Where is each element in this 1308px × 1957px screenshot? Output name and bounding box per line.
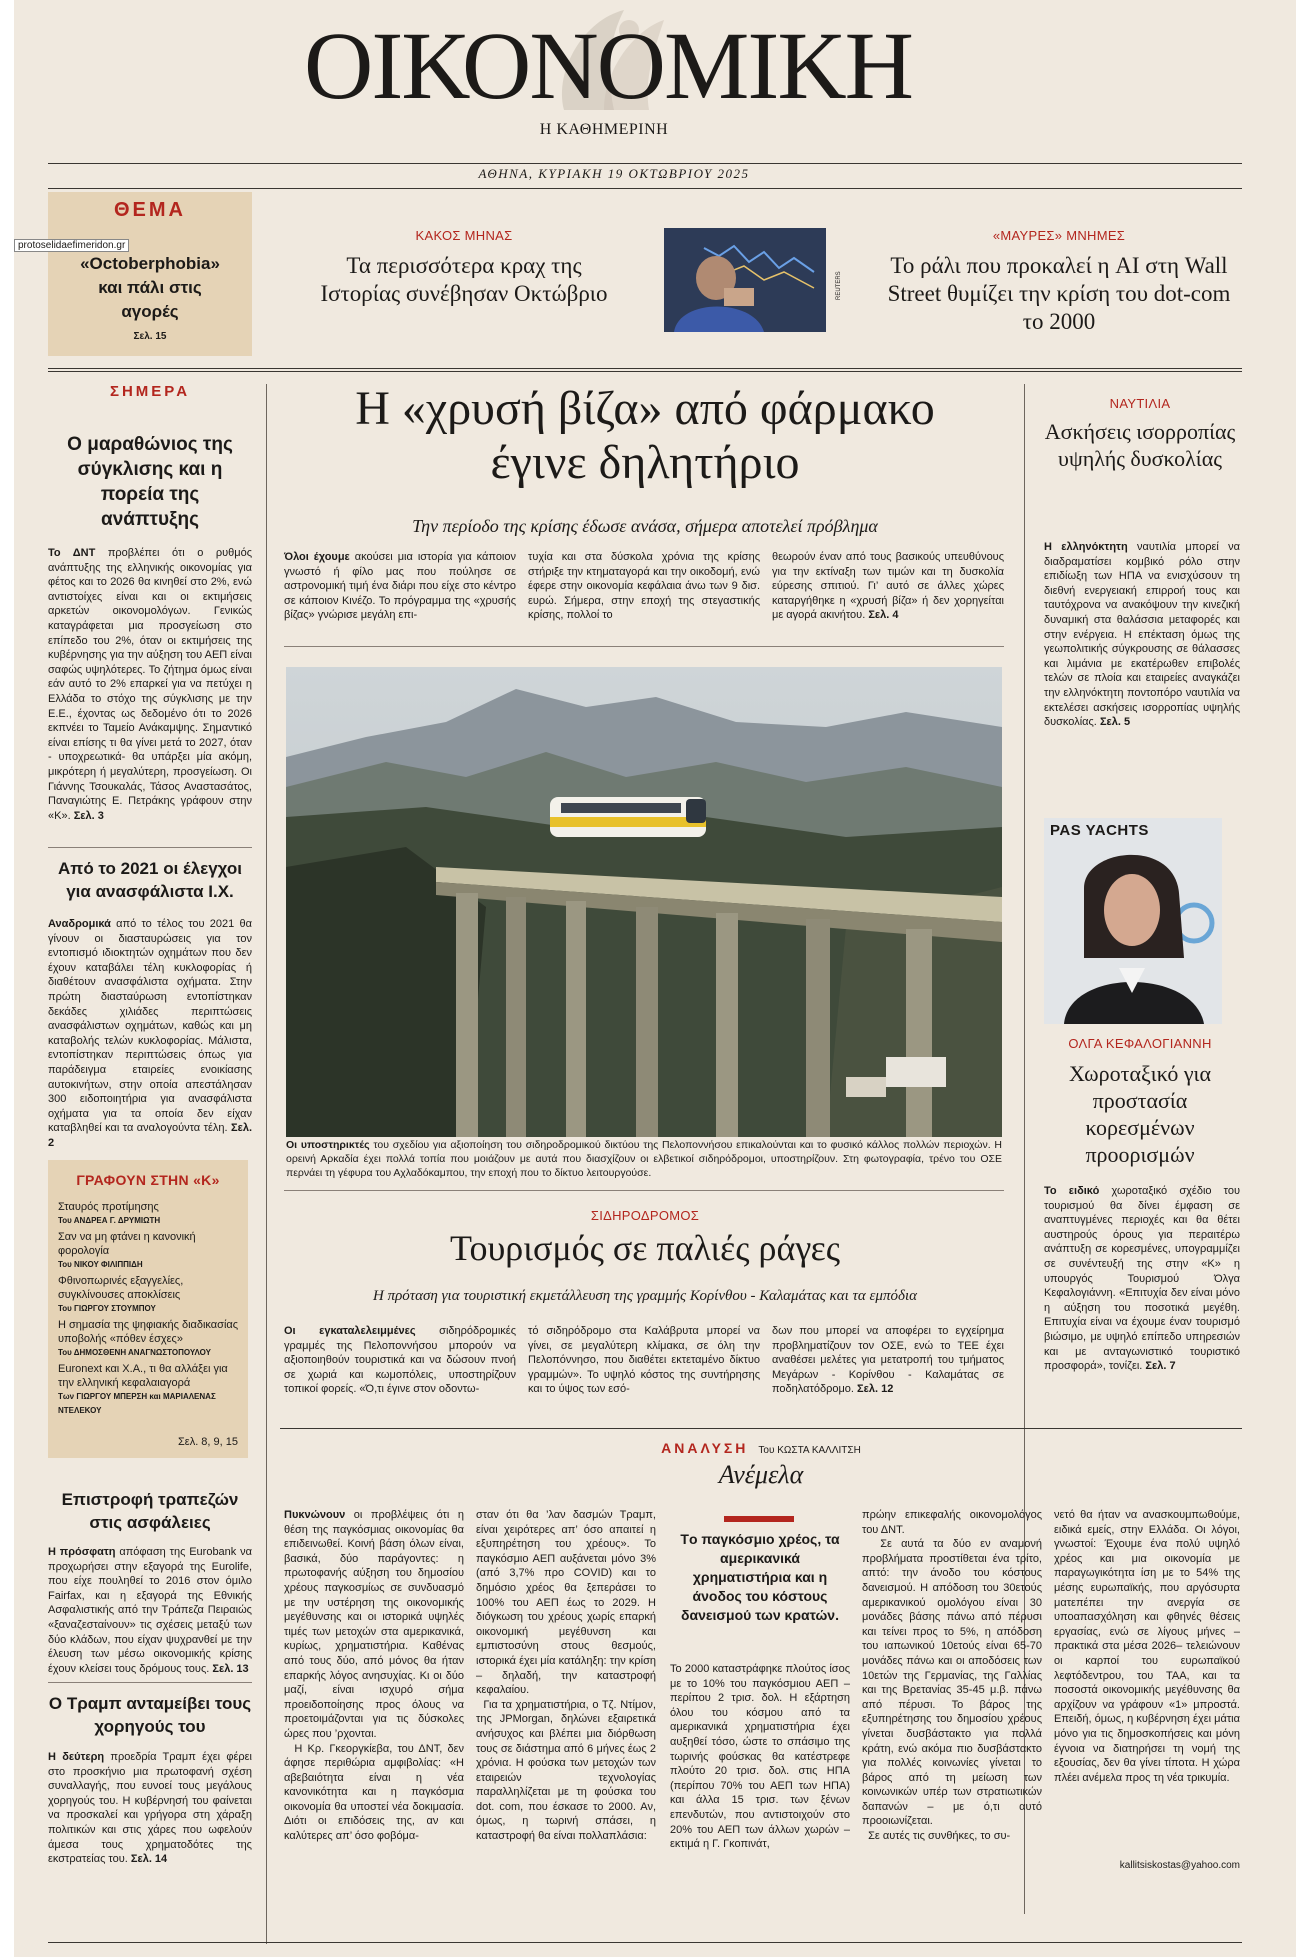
analysis-col5: νετό θα ήταν να ανασκουμπωθούμε, ειδικά εμείς, στην Ελλάδα. Οι λόγοι, γνωστοί: Έχουμε ένα πολύ υψηλό χρέος και μια οικονομία με παραγωγικότητα ίση με το 54% της μέσης ευρωπαϊκής, που αργόσυρτα ματεπέπει την ανεργία σε υποαπασχόληση και φθηνές θέσεις εργασίας, ενώ σε λίγους μήνες –πρακτικά στα μέσα 2026– τελειώνουν οι καρποί του ευρωπαϊκού λεφτόδεντρου, του ΤΑΑ, και τα ποσοστά οικονομικής μεγέθυνσης θα αρχίζουν να γράφουν «1» μπροστά. Επειδή, όμως, η κυβέρνηση έχει μάτια μόνο για τις δημοσκοπήσεις και μόνη έγνοια να διατηρήσει τη νομή της εξουσίας, δεν θα γίνει τίποτα. Η χώρα πλέει ανέμελα προς τη νέα τρικυμία. [1054, 1509, 1240, 1784]
pull-quote-rule [724, 1516, 794, 1522]
main-col3: θεωρούν έναν από τους βασικούς υπευθύνους για την εκτίναξη των τιμών και τη δυσκολία εύρεσης σπιτιού. Γι’ αυτό σε άλλες χώρες καταργήθηκε η «χρυσή βίζα» ή δεν χορηγείται με αγορά ακινήτου. Σελ. 4 [772, 551, 1004, 622]
grafoun-item[interactable]: Σταυρός προτίμησης Του ΑΝΔΡΕΑ Γ. ΔΡΥΜΙΩΤΗ [58, 1201, 161, 1225]
rail-col3: δων που μπορεί να αποφέρει το εγχείρημα προβληματίζουν τον ΟΣΕ, ενώ το ΤΕΕ έχει αναθέσει μελέτες για μετατροπή του τμήματος Μεγάρων - Κορίνθου - Καλαμάτας σε ποδηλατόδρομο. Σελ. 12 [772, 1325, 1004, 1396]
grafoun-item[interactable]: Euronext και Χ.Α., τι θα αλλάξει για την ελληνική κεφαλαιαγορά Των ΓΙΩΡΓΟΥ ΜΠΕΡΣΗ και ΜΑΡΙΑΛΕΝΑΣ ΝΤΕΛΕΚΟΥ [58, 1363, 228, 1415]
photo-banner-text: PAS YACHTS [1050, 822, 1149, 839]
left-story1-body: Το ΔΝΤ προβλέπει ότι ο ρυθμός ανάπτυξης της ελληνικής οικονομίας για φέτος και το 2026 θα κινηθεί στο 2%, ενώ αντιστοίχες είναι και οι εκτιμήσεις αρκετών οικονομολόγων. Γενικώς καταγράφεται μια προσγείωση στο επίπεδο του 2%, όταν οι εκτιμήσεις της κυβέρνησης για την αύξηση του ΑΕΠ είναι σαφώς υψηλότερες. Το ζήτημα όμως είναι εάν αυτό τo 2% επαρκεί για να πετύχει η Ελλάδα το στόχο της σύγκλισης με την Ε.Ε., έχοντας ως δεδομένο ότι το 2026 εκπνέει το Ταμείο Ανάκαμψης. Σημαντικό είναι επίσης τι θα γίνει μετά το 2027, όταν - υποχρεωτικά- θα υπάρξει μία ακόμη, μικρότερη ή μεγαλύτερη, προσγείωση. Οι Γιάννης Τσουκαλάς, Τάσος Αναστασάτος, Παναγιώτης Ε. Πετράκης γράφουν στην «Κ». Σελ. 3 [48, 547, 252, 822]
left-story4-body: Η δεύτερη προεδρία Τραμπ έχει φέρει στο προσκήνιο μια πρωτοφανή σχέση συναλλαγής, που ευνοεί τους μεγάλους χορηγούς του. Η κυβέρνησή του φαίνεται να προσκαλεί και γρήγορα στη χάραξη πολιτικών και στις χάρες που ωφελούν άμεσα τους χρηματοδότες της εκστρατείας του. Σελ. 14 [48, 1751, 252, 1866]
newspaper-front-page [14, 0, 1296, 1957]
teaser-left-headline[interactable]: Τα περισσότερα κραχ της Ιστορίας συνέβησαν Οκτώβριο [320, 253, 608, 306]
left-story3-body: Η πρόσφατη απόφαση της Eurobank να προχωρήσει στην εξαγορά της Eurolife, που είχε πουληθεί το 2016 στον όμιλο Fairfax, και η εξαγορά της Εθνικής Ασφαλιστικής από την Τράπεζα Πειραιώς «ξαναζεσταίνουν» τις σχέσεις μεταξύ των δύο κλάδων, που είχαν ψυχρανθεί με την έλευση των μέσω οικονομικής κρίσης έχουν κλείσει τους δρόμους τους. Σελ. 13 [48, 1546, 252, 1675]
main-deck: Την περίοδο της κρίσης έδωσε ανάσα, σήμερα αποτελεί πρόβλημα [412, 516, 878, 536]
masthead-subtitle: Η ΚΑΘΗΜΕΡΙΝΗ [539, 121, 669, 138]
right-story1-kicker: ΝΑΥΤΙΛΙΑ [1109, 396, 1171, 411]
grafoun-list [58, 1200, 242, 1418]
thema-label: ΘΕΜΑ [114, 199, 186, 221]
right-story1-headline[interactable]: Ασκήσεις ισορροπίας υψηλής δυσκολίας [1044, 419, 1236, 471]
analysis-col4: πρώην επικεφαλής οικονομολόγος του ΔΝΤ. Σε αυτά τα δύο εν αναμονή προβλήματα προστίθεται ένα τρίτο, απτό: την άνοδο του κόστους δανεισμού. Η απόδοση του 30ετούς αμερικανικού ομολόγου είναι 30 μονάδες βάσης πάνω από πέρυσι και τείνει προς το 5%, η απόδοση του ιαπωνικού 10ετούς είναι 65-70 μονάδες πάνω και οι αποδόσεις των 10ετών της Γερμανίας, της Γαλλίας και της Βρετανίας 35-45 μ.β. πάνω από πέρυσι. Το βάρος της εξυπηρέτησης του δημοσίου χρέους γίνεται δυσβάστακτο για πολλά κράτη, ενώ ακόμα πιο δυσβάστακτο για πολλές κοινωνίες γίνεται το βάρος από τη μείωση των κοινωνικών υπέρ των στρατιωτικών δαπανών – με ό,τι αυτό προοιωνίζεται. Σε αυτές τις συνθήκες, το συ- [862, 1509, 1042, 1843]
analysis-col2: σταν ότι θα ’λαν δασμών Τραμπ, είναι χειρότερες απ’ όσο απαιτεί η εξυπηρέτηση του χρέους». Το παγκόσμιο ΑΕΠ αυξάνεται μόνο 3% (από 3,7% προ COVID) και το δημόσιο χρέος θα ξεπεράσει το 100% του ΑΕΠ έως το 2029. Η διόγκωση του χρέους χωρίς επαρκή οικονομική μεγέθυνση και εμπιστοσύνη στους θεσμούς, ιστορικά έχει μία κατάληξη: την κρίση – δηλαδή, την καταστροφή κεφαλαίου. Για τα χρηματιστήρια, ο Τζ. Ντίμον, της JPMorgan, δηλώνει εξαιρετικά ανήσυχος και βλέπει μια διόρθωση τους σε διάστημα από 6 μήνες έως 2 χρόνια. Η φούσκα των μετοχών των εταιρειών τεχνολογίας παραλληλίζεται με τη φούσκα του dot. com, που έσκασε το 2000. Αν, όμως, η τωρινή σπάσει, η καταστροφή θα είναι πολλαπλάσια: [476, 1509, 656, 1843]
teaser-photo-trader [664, 228, 826, 332]
right-story2-body: Το ειδικό χωροταξικό σχέδιο του τουρισμού θα δίνει έμφαση σε αναπτυγμένες περιοχές και θα θέτει αυστηρούς όρους για περαιτέρω ανάπτυξη σε κορεσμένες, υπογραμμίζει σε συνέντευξή της στην «Κ» η υπουργός Τουρισμού Όλγα Κεφαλογιάννη. «Επιτυχία δεν είναι μόνο η αύξηση του ποσοτικά μεγέθη. Επιτυχία είναι να έχουμε έναν τουρισμό βιώσιμο, με υψηλό επίπεδο υπηρεσιών και με ανταγωνιστικό τουριστικό προσφορά», τονίζει. Σελ. 7 [1044, 1185, 1241, 1373]
teaser-photo-credit: REUTERS [836, 271, 842, 300]
grafoun-ref: Σελ. 8, 9, 15 [177, 1436, 238, 1448]
rail-deck: Η πρόταση για τουριστική εκμετάλλευση της γραμμής Κορίνθου - Καλαμάτας και τα εμπόδια [372, 1288, 917, 1304]
author-email[interactable]: kallitsiskostas@yahoo.com [1119, 1860, 1240, 1871]
watermark: protoselidaefimeridon.gr [14, 239, 129, 252]
left-story1-headline[interactable]: Ο μαραθώνιος της σύγκλισης και η πορεία της ανάπτυξης [67, 434, 233, 530]
right-story1-body: Η ελληνόκτητη ναυτιλία μπορεί να διαδραματίσει κομβικό ρόλο στην επιδίωξη των ΗΠΑ να ενισχύσουν τη διεθνή ενεργειακή επιρροή τους και ταυτόχρονα να ανακόψουν την κινεζική δυναμική στα θαλάσσια μεταφορές και στην ενέργεια. Η επέκταση όμως της γεωπολιτικής σύγκρουσης σε θάλασσες και λιμάνια με εκατέρωθεν επιβολές τελών σε πλοία και εταιρείες αναγκάζει την ελληνόκτητη ποντοπόρο ναυτιλία να εκτελέσει ασκήσεις ισορροπίας υψηλής δυσκολίας. Σελ. 5 [1044, 541, 1241, 729]
rail-headline[interactable]: Τουρισμός σε παλιές ράγες [449, 1228, 841, 1268]
rail-kicker: ΣΙΔΗΡΟΔΡΟΜΟΣ [590, 1208, 700, 1223]
main-col1: Όλοι έχουμε ακούσει μια ιστορία για κάποιον γνωστό ή φίλο μας που πούλησε σε αστρονομική τιμή ένα διάρι που είχε στο κέντρο σε κάποιον Κινέζο. Το πρόγραμμα της «χρυσής βίζας» γνώρισε μεγάλη επι- [284, 551, 516, 622]
analysis-col3: Το 2000 καταστράφηκε πλούτος ίσος με το 10% του παγκόσμιου ΑΕΠ – περίπου 2 τρισ. δολ. Η εξάρτηση όλου του κόσμου από τα αμερικανικά χρηματιστήρια έχει αυξηθεί τόσο, ώστε το σπάσιμο της τωρινής φούσκας θα κατέστρεφε πλούτο 20 τρισ. δολ. στις ΗΠΑ (περίπου 70% του ΑΕΠ των ΗΠΑ) και άλλα 15 τρισ. των ξένων επενδυτών, που αντιστοιχούν στο 20% του ΑΕΠ των άλλων χωρών – εκτιμά η Γ. Γκοπινάτ, [670, 1663, 850, 1851]
analysis-byline: Του ΚΩΣΤΑ ΚΑΛΛΙΤΣΗ [758, 1445, 861, 1456]
grafoun-item[interactable]: Σαν να μη φτάνει η κανονική φορολογία Του ΝΙΚΟΥ ΦΙΛΙΠΠΙΔΗ [58, 1231, 196, 1269]
thema-ref: Σελ. 15 [133, 331, 167, 342]
left-story2-body: Αναδρομικά από το τέλος του 2021 θα γίνουν οι διασταυρώσεις για τον εντοπισμό ιδιοκτητών οχημάτων που δεν έχουν καταβάλει τέλη κυκλοφορίας ή διαθέτουν ανασφάλιστα οχήματα. Στην πρώτη διασταύρωση εντοπίστηκαν δεκάδες χιλιάδες περιπτώσεις ανασφάλιστων οχημάτων, καθώς και μη καταβολής τελών κυκλοφορίας. Μάλιστα, εντοπίστηκαν περιπτώσεις όπως για παράδειγμα εταιρείες ενοικίασης αυτοκινήτων, στην οποία απεστάλησαν 300 ειδοποιητήρια για ανασφάλιστα οχήματα για τα οποία δεν είχαν καταβληθεί και τα αναλογούντα τέλη. Σελ. 2 [48, 918, 252, 1149]
thema-headline[interactable]: «Octoberphobia» και πάλι στις αγορές [80, 254, 220, 321]
analysis-label: ΑΝΑΛΥΣΗ [661, 1440, 749, 1456]
analysis-pull-quote: Τo παγκόσμιο χρέος, τα αμερικανικά χρηματιστήρια και η άνοδος του κόστους δανεισμού των κρατών. [680, 1531, 840, 1623]
left-story3-headline[interactable]: Επιστροφή τραπεζών στις ασφάλειες [61, 1490, 239, 1532]
grafoun-label: ΓΡΑΦΟΥΝ ΣΤΗΝ «Κ» [76, 1172, 220, 1188]
teaser-right-kicker: «ΜΑΥΡΕΣ» ΜΝΗΜΕΣ [992, 228, 1126, 243]
main-headline[interactable]: Η «χρυσή βίζα» από φάρμακο έγινε δηλητήριο [355, 382, 935, 489]
train-photo [286, 667, 1002, 1137]
masthead-title: ΟΙΚΟΝΟΜΙΚΗ [304, 12, 912, 119]
rail-col1: Οι εγκαταλελειμμένες σιδηρόδρομικές γραμμές της Πελοποννήσου μπορούν να αξιοποιηθούν τουριστικά και να δώσουν πνοή σε χωριά και κωμοπόλεις, υποστηρίζουν τοπικοί φορείς. «Ό,τι έγινε στον οδοντω- [284, 1325, 516, 1396]
photo-caption: Οι υποστηρικτές του σχεδίου για αξιοποίηση του σιδηροδρομικού δικτύου της Πελοποννήσου επικαλούνται και το φυσικό κάλλος πολλών περιοχών. Η ορεινή Αρκαδία έχει πολλά τοπία που μοιάζουν με αυτά που διασχίζουν οι ελβετικοί σιδηρόδρομοι, υποστηρίζουν. Στη φωτογραφία, τρένο του ΟΣΕ περνάει τη γέφυρα του Αχλαδόκαμπου, την εποχή που το δίκτυο λειτουργούσε. [286, 1139, 1002, 1179]
train-bridge-image-icon [286, 667, 1002, 1137]
left-col-label: ΣΗΜΕΡΑ [109, 383, 191, 400]
main-col2: τυχία και στα δύσκολα χρόνια της κρίσης στήριξε την κτηματαγορά και την οικοδομή, ενώ έφερε στην οικονομία κεφάλαια άνω των 9 δισ. ευρώ. Σήμερα, στην εποχή της στεγαστικής κρίσης, πολλοί το [528, 551, 760, 622]
portrait-image-icon [1044, 818, 1222, 1024]
right-story2-headline[interactable]: Χωροταξικό για προστασία κορεσμένων προορισμών [1068, 1061, 1211, 1167]
issue-date: ΑΘΗΝΑ, ΚΥΡΙΑΚΗ 19 ΟΚΤΩΒΡΙΟΥ 2025 [478, 166, 750, 181]
teaser-right-headline[interactable]: Το ράλι που προκαλεί η AI στη Wall Street θυμίζει την κρίση του dot-com το 2000 [887, 253, 1231, 334]
left-story4-headline[interactable]: Ο Τραμπ ανταμείβει τους χορηγούς του [48, 1694, 252, 1736]
minister-photo [1044, 818, 1222, 1024]
teaser-left-kicker: ΚΑΚΟΣ ΜΗΝΑΣ [415, 228, 513, 243]
rail-col2: τό σιδηρόδρομο στα Καλάβρυτα μπορεί να γίνει, σε μεγαλύτερη κλίμακα, σε όλη την Πελοπόννησο, που διαθέτει εκτεταμένο δίκτυο γραμμών». Το υψηλό κόστος της συντήρησης και το ύψος των εσό- [528, 1325, 760, 1396]
analysis-col1: Πυκνώνουν οι προβλέψεις ότι η θέση της παγκόσμιας οικονομίας θα επιδεινωθεί. Κοινή βάση όλων είναι, βασικά, δύο παράγοντες: η πρωτοφανής αύξηση του δημοσίου χρέους παγκοσμίως σε συνδυασμό με την υστέρηση της οικονομικής μεγέθυνσης και οι ιστορικά υψηλές τιμές των μετοχών στα αμερικανικά, κυρίως, χρηματιστήρια. Καθένας από τους δύο, από μόνος θα ήταν επαρκής λόγος ανησυχίας. Κι οι δύο μαζί, είναι ισχυρό σήμα προειδοποίησης προς όλους να προετοιμάζονται για τις δύσκολες ώρες που ’ρχονται. Η Κρ. Γκεοργκίεβα, του ΔΝΤ, δεν άφησε περιθώρια αμφιβολίας: «Η αβεβαιότητα είναι η νέα κανονικότητα και η παγκόσμια οικονομία θα υποστεί νέα δοκιμασία. Διότι οι επιδόσεις της, αν και καλύτερες απ’ όσο φοβόμα- [284, 1509, 464, 1843]
analysis-title[interactable]: Ανέμελα [718, 1460, 804, 1489]
grafoun-item[interactable]: Η σημασία της ψηφιακής διαδικασίας υποβολής «πόθεν έσχες» Του ΔΗΜΟΣΘΕΝΗ ΑΝΑΓΝΩΣΤΟΠΟΥΛΟΥ [58, 1319, 239, 1357]
analysis-header [280, 1440, 1242, 1458]
grafoun-item[interactable]: Φθινοπωρινές εξαγγελίες, συγκλίνουσες αποκλίσεις Του ΓΙΩΡΓΟΥ ΣΤΟΥΜΠΟΥ [58, 1275, 184, 1313]
left-story2-headline[interactable]: Από το 2021 οι έλεγχοι για ανασφάλιστα Ι.Χ. [58, 859, 242, 901]
right-story2-kicker: ΟΛΓΑ ΚΕΦΑΛΟΓΙΑΝΝΗ [1068, 1036, 1212, 1051]
trader-image-icon [664, 228, 826, 332]
